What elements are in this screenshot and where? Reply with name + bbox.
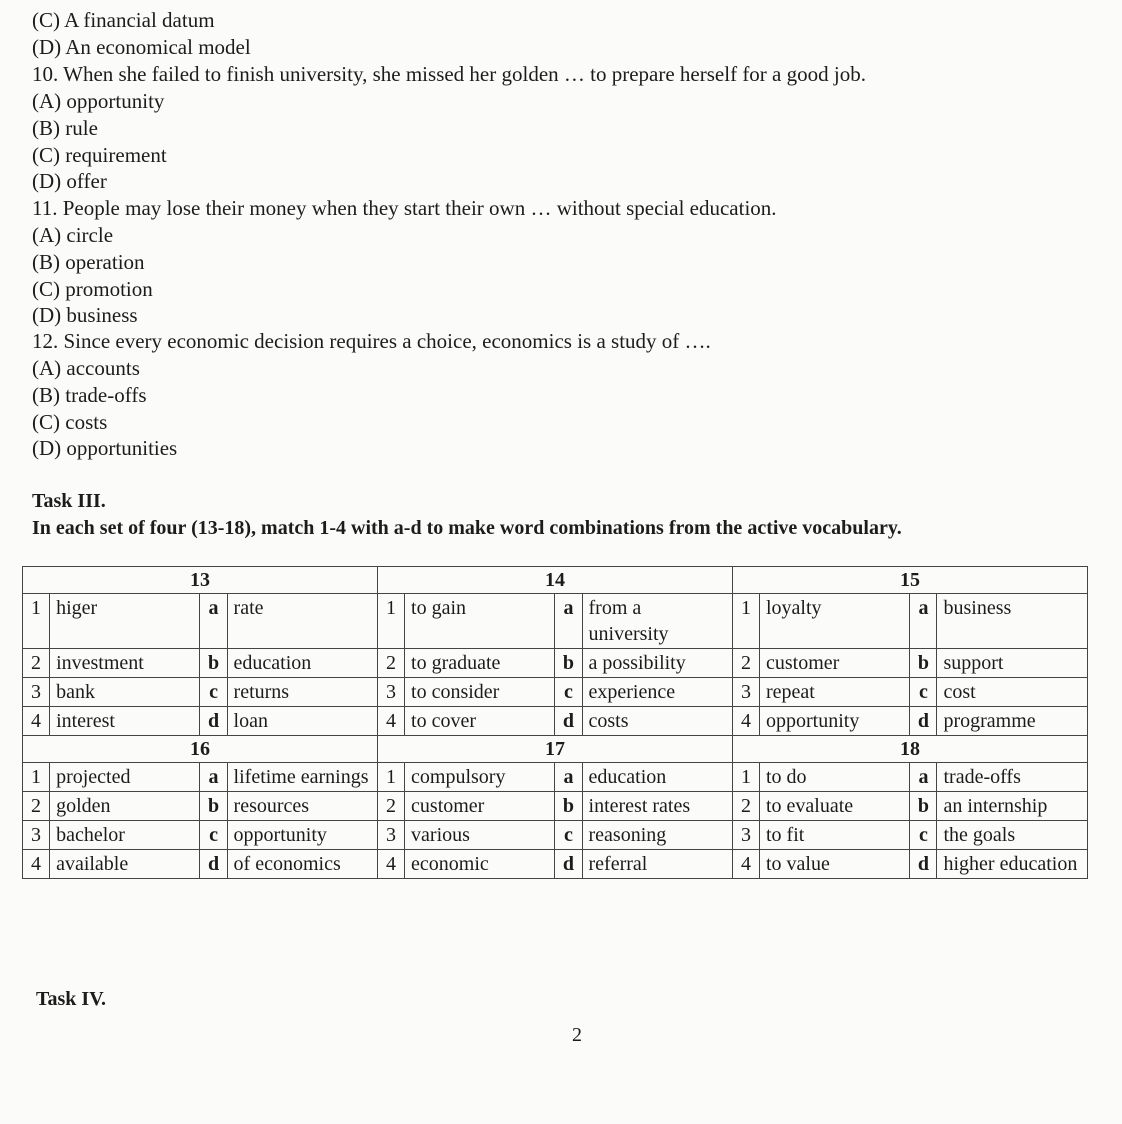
- table-row: [23, 594, 1088, 649]
- word-cell: to graduate: [405, 649, 555, 678]
- item-letter: c: [555, 821, 582, 850]
- set-number: 17: [377, 736, 732, 763]
- table-row: [23, 649, 1088, 678]
- word-cell: to value: [760, 850, 910, 879]
- word-cell: economic: [405, 850, 555, 879]
- item-letter: b: [910, 792, 937, 821]
- item-letter: b: [555, 649, 582, 678]
- word-cell: repeat: [760, 678, 910, 707]
- q11-option-b: (B) operation: [32, 250, 145, 274]
- item-number: 2: [23, 792, 50, 821]
- question-12: 12. Since every economic decision requires a choice, economics is a study of ….: [32, 329, 711, 353]
- set-number: 13: [23, 567, 378, 594]
- word-cell: loan: [227, 707, 377, 736]
- word-cell: to gain: [405, 594, 555, 649]
- item-number: 3: [377, 821, 404, 850]
- item-letter: a: [910, 763, 937, 792]
- q12-option-b: (B) trade-offs: [32, 383, 147, 407]
- word-cell: customer: [405, 792, 555, 821]
- question-11: 11. People may lose their money when they start their own … without special education.: [32, 196, 777, 220]
- item-number: 3: [732, 678, 759, 707]
- word-cell: support: [937, 649, 1088, 678]
- word-cell: rate: [227, 594, 377, 649]
- word-cell: opportunity: [227, 821, 377, 850]
- task-4-title: Task IV.: [36, 988, 107, 1010]
- item-number: 3: [377, 678, 404, 707]
- item-letter: c: [555, 678, 582, 707]
- word-cell: available: [50, 850, 200, 879]
- item-number: 1: [377, 763, 404, 792]
- item-letter: c: [200, 821, 227, 850]
- q12-option-c: (C) costs: [32, 410, 108, 434]
- option-c-financial-datum: (C) A financial datum: [32, 8, 215, 32]
- word-cell: trade-offs: [937, 763, 1088, 792]
- item-number: 2: [732, 792, 759, 821]
- word-cell: to fit: [760, 821, 910, 850]
- q10-option-c: (C) requirement: [32, 143, 167, 167]
- word-cell: from a university: [582, 594, 732, 649]
- item-letter: c: [200, 678, 227, 707]
- item-letter: a: [200, 763, 227, 792]
- word-cell: to evaluate: [760, 792, 910, 821]
- item-letter: d: [910, 707, 937, 736]
- table-row: [23, 821, 1088, 850]
- item-letter: b: [200, 649, 227, 678]
- set-number-row: [23, 567, 1088, 594]
- table-row: [23, 850, 1088, 879]
- word-cell: bank: [50, 678, 200, 707]
- option-d-economical-model: (D) An economical model: [32, 35, 251, 59]
- table-row: [23, 707, 1088, 736]
- set-number: 15: [732, 567, 1087, 594]
- item-number: 4: [23, 850, 50, 879]
- word-cell: to cover: [405, 707, 555, 736]
- item-number: 2: [23, 649, 50, 678]
- item-number: 4: [377, 707, 404, 736]
- item-letter: d: [910, 850, 937, 879]
- item-number: 1: [377, 594, 404, 649]
- set-number: 18: [732, 736, 1087, 763]
- word-cell: projected: [50, 763, 200, 792]
- word-cell: customer: [760, 649, 910, 678]
- item-number: 2: [732, 649, 759, 678]
- q10-option-b: (B) rule: [32, 116, 98, 140]
- item-letter: b: [200, 792, 227, 821]
- word-cell: to do: [760, 763, 910, 792]
- item-letter: a: [910, 594, 937, 649]
- item-number: 4: [377, 850, 404, 879]
- word-cell: golden: [50, 792, 200, 821]
- item-letter: b: [910, 649, 937, 678]
- item-number: 2: [377, 649, 404, 678]
- table-row: [23, 763, 1088, 792]
- word-cell: education: [227, 649, 377, 678]
- item-letter: a: [555, 594, 582, 649]
- word-cell: resources: [227, 792, 377, 821]
- word-cell: a possibility: [582, 649, 732, 678]
- item-letter: c: [910, 678, 937, 707]
- set-number: 14: [377, 567, 732, 594]
- q10-option-a: (A) opportunity: [32, 89, 165, 113]
- item-number: 1: [23, 594, 50, 649]
- item-letter: d: [555, 850, 582, 879]
- item-number: 3: [23, 678, 50, 707]
- set-number-row: [23, 736, 1088, 763]
- item-number: 3: [23, 821, 50, 850]
- word-cell: cost: [937, 678, 1088, 707]
- word-cell: higher education: [937, 850, 1088, 879]
- word-cell: lifetime earnings: [227, 763, 377, 792]
- word-cell: the goals: [937, 821, 1088, 850]
- table-row: [23, 678, 1088, 707]
- item-letter: a: [555, 763, 582, 792]
- word-cell: loyalty: [760, 594, 910, 649]
- item-letter: d: [555, 707, 582, 736]
- item-letter: d: [200, 850, 227, 879]
- item-number: 2: [377, 792, 404, 821]
- matching-table: [22, 566, 1088, 879]
- q11-option-a: (A) circle: [32, 223, 114, 247]
- item-number: 1: [732, 594, 759, 649]
- word-cell: bachelor: [50, 821, 200, 850]
- item-number: 3: [732, 821, 759, 850]
- word-cell: to consider: [405, 678, 555, 707]
- q10-option-d: (D) offer: [32, 169, 107, 193]
- q12-option-d: (D) opportunities: [32, 436, 178, 460]
- word-cell: investment: [50, 649, 200, 678]
- q12-option-a: (A) accounts: [32, 356, 140, 380]
- task-3-instruction: In each set of four (13-18), match 1-4 with a-d to make word combinations from the active vocabulary.: [32, 517, 902, 539]
- question-10: 10. When she failed to finish university, she missed her golden … to prepare herself for a good job.: [32, 62, 866, 86]
- item-letter: b: [555, 792, 582, 821]
- word-cell: higer: [50, 594, 200, 649]
- table-row: [23, 792, 1088, 821]
- q11-option-c: (C) promotion: [32, 277, 153, 301]
- item-number: 1: [23, 763, 50, 792]
- word-cell: various: [405, 821, 555, 850]
- item-number: 4: [732, 850, 759, 879]
- word-cell: education: [582, 763, 732, 792]
- word-cell: interest rates: [582, 792, 732, 821]
- item-letter: a: [200, 594, 227, 649]
- word-cell: costs: [582, 707, 732, 736]
- item-number: 4: [732, 707, 759, 736]
- word-cell: compulsory: [405, 763, 555, 792]
- task-3-title: Task III.: [32, 490, 106, 512]
- word-cell: programme: [937, 707, 1088, 736]
- word-cell: returns: [227, 678, 377, 707]
- word-cell: of economics: [227, 850, 377, 879]
- word-cell: referral: [582, 850, 732, 879]
- set-number: 16: [23, 736, 378, 763]
- item-letter: c: [910, 821, 937, 850]
- word-cell: opportunity: [760, 707, 910, 736]
- item-number: 4: [23, 707, 50, 736]
- word-cell: an internship: [937, 792, 1088, 821]
- word-cell: interest: [50, 707, 200, 736]
- word-cell: reasoning: [582, 821, 732, 850]
- word-cell: experience: [582, 678, 732, 707]
- word-cell: business: [937, 594, 1088, 649]
- item-letter: d: [200, 707, 227, 736]
- item-number: 1: [732, 763, 759, 792]
- q11-option-d: (D) business: [32, 303, 138, 327]
- page-number: 2: [572, 1024, 582, 1046]
